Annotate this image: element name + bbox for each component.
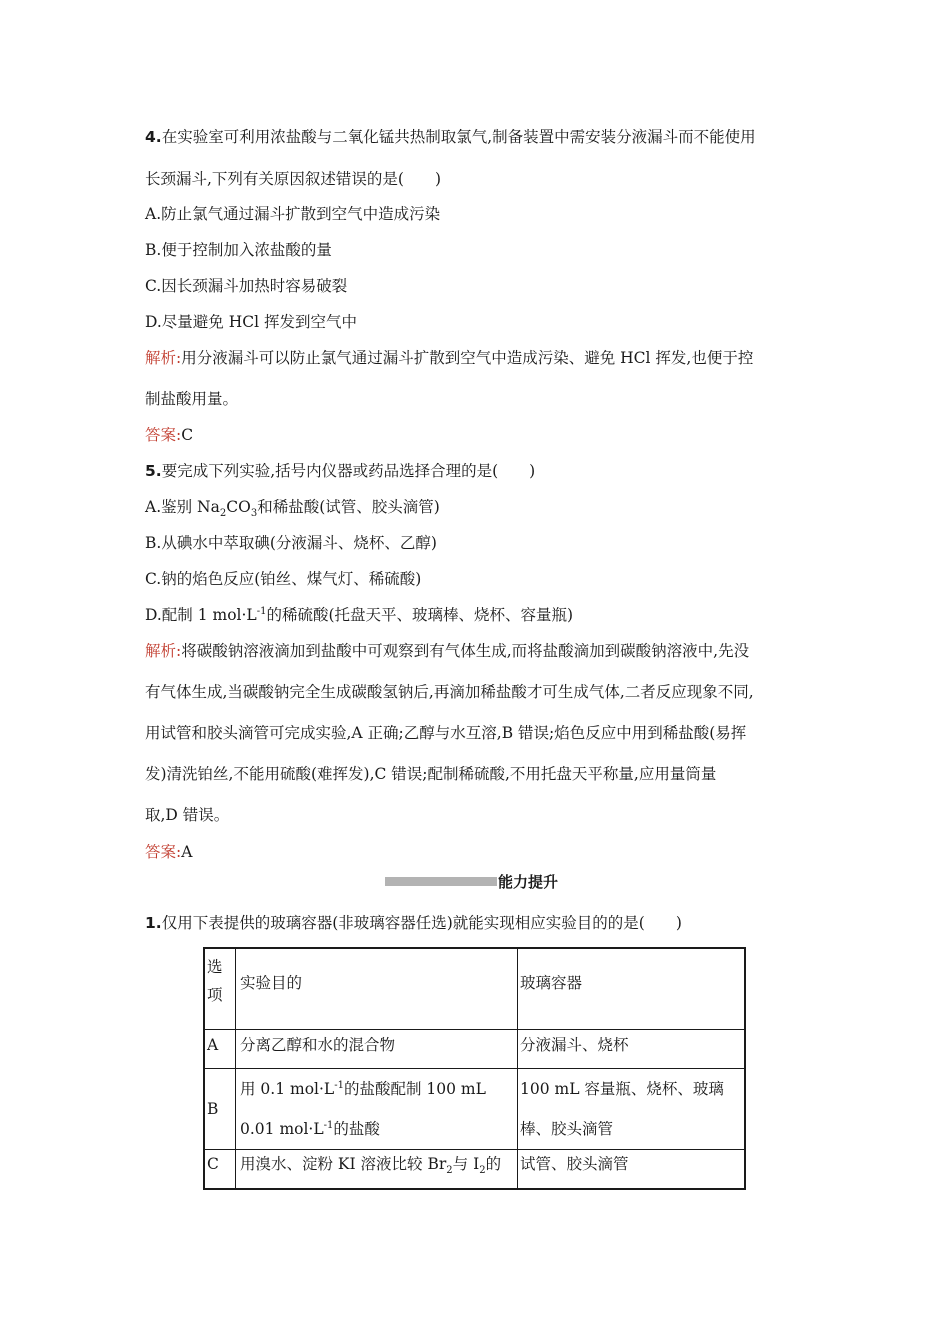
q5-option-d-pre: D.配制 1 mol·L [145, 606, 257, 624]
row-b-option [204, 1069, 236, 1150]
row-b-glass [518, 1069, 746, 1150]
q4-option-a: A.防止氯气通过漏斗扩散到空气中造成污染 [145, 205, 441, 223]
q5-option-a-sub1: 2 [219, 508, 227, 520]
row-b-glass-line1: 100 mL 容量瓶、烧杯、玻璃 [520, 1080, 724, 1098]
row-a-option-text: A [207, 1036, 219, 1054]
row-b-purpose2-pre: 0.01 mol·L [240, 1120, 324, 1138]
q5-option-a-sub2: 3 [250, 508, 258, 520]
row-b-glass-line2: 棒、胶头滴管 [520, 1120, 614, 1138]
q4-stem-text1: 在实验室可利用浓盐酸与二氧化锰共热制取氯气,制备装置中需安装分液漏斗而不能使用 [161, 128, 756, 146]
q5-option-a-mid: CO [226, 498, 251, 516]
row-a-purpose-text: 分离乙醇和水的混合物 [240, 1036, 396, 1054]
q4-option-b: B.便于控制加入浓盐酸的量 [145, 241, 332, 259]
q5-option-a [145, 496, 440, 518]
q5-option-d-sup: -1 [256, 605, 267, 617]
table-row [204, 1150, 745, 1190]
header-glass-cell [518, 948, 746, 1030]
row-c-option [204, 1150, 236, 1190]
q4-option-c: C.因长颈漏斗加热时容易破裂 [145, 277, 348, 295]
q5-option-c: C.钠的焰色反应(铂丝、煤气灯、稀硫酸) [145, 570, 422, 588]
row-c-purpose-post: 的 [485, 1155, 502, 1173]
row-b-purpose-pre: 用 0.1 mol·L [240, 1080, 335, 1098]
header-option-cell [204, 948, 236, 1030]
row-c-purpose-mid: 与 I [452, 1155, 480, 1173]
row-a-glass-text: 分液漏斗、烧杯 [520, 1036, 629, 1054]
row-c-glass [518, 1150, 746, 1190]
q1-stem-text: 仅用下表提供的玻璃容器(非玻璃容器任选)就能实现相应实验目的的是( ) [161, 914, 682, 932]
row-b-purpose-post: 的盐酸配制 100 mL [343, 1080, 486, 1098]
q4-analysis-line2: 制盐酸用量。 [145, 390, 239, 408]
q4-answer [145, 424, 193, 446]
q5-option-d [145, 604, 573, 626]
q4-option-d: D.尽量避免 HCl 挥发到空气中 [145, 313, 357, 331]
table-row [204, 1030, 745, 1069]
q5-analysis-line3: 用试管和胶头滴管可完成实验,A 正确;乙醇与水互溶,B 错误;焰色反应中用到稀盐酸(易挥 [145, 724, 747, 742]
row-c-purpose [236, 1150, 518, 1190]
row-c-purpose-sub1: 2 [446, 1165, 453, 1177]
row-c-glass-text: 试管、胶头滴管 [520, 1155, 629, 1173]
q5-stem-text: 要完成下列实验,括号内仪器或药品选择合理的是( ) [161, 462, 536, 480]
q5-number: 5. [145, 462, 162, 480]
q5-option-b: B.从碘水中萃取碘(分液漏斗、烧杯、乙醇) [145, 534, 437, 552]
q5-answer-label: 答案: [145, 843, 182, 861]
section-title: 能力提升 [498, 873, 559, 891]
header-purpose-cell [236, 948, 518, 1030]
header-option-line2: 项 [207, 986, 223, 1004]
row-b-purpose2-post: 的盐酸 [333, 1120, 380, 1138]
row-a-option [204, 1030, 236, 1069]
q5-analysis-line5: 取,D 错误。 [145, 806, 230, 824]
q5-option-d-post: 的稀硫酸(托盘天平、玻璃棒、烧杯、容量瓶) [266, 606, 574, 624]
row-b-purpose-line1 [240, 1069, 517, 1109]
row-c-purpose-sub2: 2 [479, 1165, 486, 1177]
table-header-row [204, 948, 745, 1030]
header-purpose-text: 实验目的 [240, 974, 303, 992]
row-b-purpose2-sup: -1 [323, 1119, 334, 1131]
q5-analysis-label: 解析: [145, 642, 182, 660]
row-c-purpose-pre: 用溴水、淀粉 KI 溶液比较 Br [240, 1155, 447, 1173]
q5-analysis-line1 [145, 640, 749, 662]
q5-analysis-line2: 有气体生成,当碳酸钠完全生成碳酸氢钠后,再滴加稀盐酸才可生成气体,二者反应现象不同, [145, 683, 754, 701]
q4-analysis-text1: 用分液漏斗可以防止氯气通过漏斗扩散到空气中造成污染、避免 HCl 挥发,也便于控 [181, 349, 754, 367]
q5-stem [145, 460, 535, 482]
q4-stem-line2: 长颈漏斗,下列有关原因叙述错误的是( ) [145, 170, 442, 188]
q4-analysis-label: 解析: [145, 349, 182, 367]
q5-answer-value: A [181, 843, 193, 861]
table-row [204, 1069, 745, 1150]
section-divider-bar [385, 877, 497, 886]
q5-option-a-post: 和稀盐酸(试管、胶头滴管) [257, 498, 440, 516]
header-option-line1: 选 [207, 958, 223, 976]
q4-answer-value: C [181, 426, 194, 444]
q5-answer [145, 841, 192, 863]
row-c-purpose-line [240, 1150, 517, 1178]
row-a-glass [518, 1030, 746, 1069]
q5-option-a-pre: A.鉴别 Na [145, 498, 220, 516]
row-c-option-text: C [207, 1155, 219, 1173]
row-b-purpose [236, 1069, 518, 1150]
row-b-option-text: B [207, 1100, 219, 1118]
row-a-purpose [236, 1030, 518, 1069]
q1-stem [145, 912, 682, 934]
row-b-purpose-line2 [240, 1109, 517, 1149]
q4-stem-line1 [145, 126, 756, 148]
row-b-purpose-sup: -1 [334, 1079, 344, 1091]
q1-options-table [203, 947, 746, 1190]
q4-answer-label: 答案: [145, 426, 182, 444]
q5-analysis-text1: 将碳酸钠溶液滴加到盐酸中可观察到有气体生成,而将盐酸滴加到碳酸钠溶液中,先没 [181, 642, 750, 660]
q4-analysis-line1 [145, 347, 753, 369]
q5-analysis-line4: 发)清洗铂丝,不能用硫酸(难挥发),C 错误;配制稀硫酸,不用托盘天平称量,应用量筒量 [145, 765, 717, 783]
header-glass-text: 玻璃容器 [520, 974, 583, 992]
q4-number: 4. [145, 128, 162, 146]
q1-number: 1. [145, 914, 162, 932]
